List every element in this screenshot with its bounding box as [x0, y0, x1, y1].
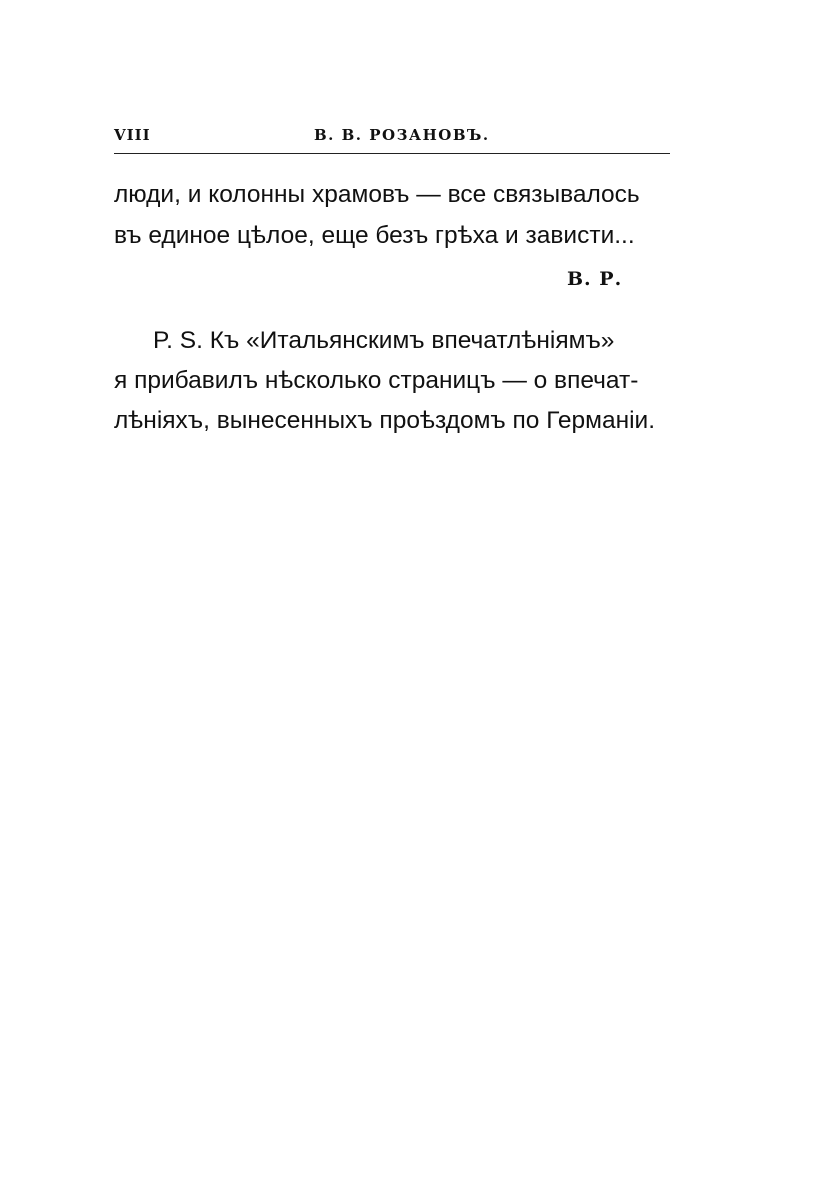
postscript-line: я прибавилъ нѣсколько страницъ — о впечат-: [114, 367, 639, 394]
body-text-line: люди, и колонны храмовъ — все связывалось: [114, 181, 640, 208]
postscript-line: P. S. Къ «Итальянскимъ впечатлѣніямъ»: [153, 327, 615, 354]
body-text-line: въ единое цѣлое, еще безъ грѣха и зависти...: [114, 222, 635, 249]
header-rule: [114, 153, 670, 154]
running-head: [114, 126, 670, 150]
postscript-line: лѣніяхъ, вынесенныхъ проѣздомъ по Германіи.: [114, 407, 656, 434]
page-number: VIII: [114, 126, 151, 144]
running-title: В. В. РОЗАНОВЪ.: [314, 126, 490, 144]
author-initials: В. Р.: [567, 268, 623, 290]
